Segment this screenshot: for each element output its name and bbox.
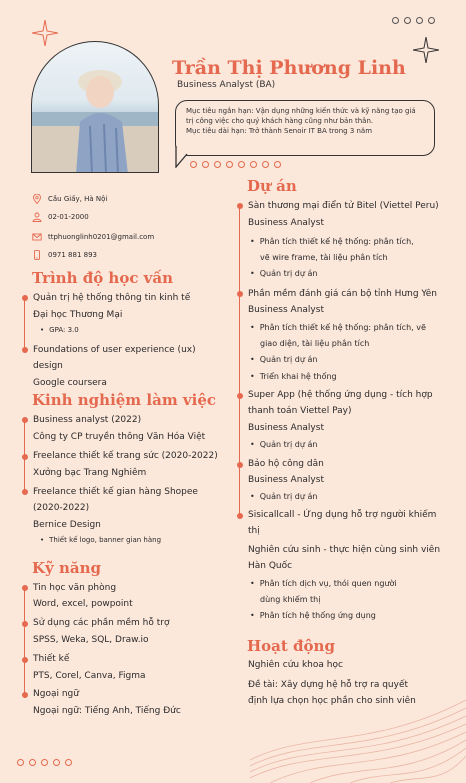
timeline-dot xyxy=(22,417,28,423)
person-icon xyxy=(32,212,42,222)
timeline-dot xyxy=(22,585,28,591)
contact-dob: 02-01-2000 xyxy=(48,213,89,221)
experience-3-title-cont: (2020-2022) xyxy=(33,503,90,513)
experience-3-bullet: • Thiết kế logo, banner gian hàng xyxy=(40,534,161,546)
timeline-dot xyxy=(237,203,243,209)
timeline-line xyxy=(24,300,25,352)
project-2-bullet-3: • Triển khai hệ thống xyxy=(250,369,337,384)
career-goals-bubble xyxy=(175,100,435,156)
contact-email[interactable]: ttphuonglinh0201@gmail.com xyxy=(48,233,155,241)
timeline-line xyxy=(239,207,240,517)
activity-line-1: Đề tài: Xây dựng hệ hỗ trợ ra quyết xyxy=(248,680,409,690)
decor-dots xyxy=(392,17,435,24)
timeline-dot xyxy=(22,295,28,301)
skill-2-detail: SPSS, Weka, SQL, Draw.io xyxy=(33,635,149,645)
project-2-title: Phần mềm đánh giá cán bộ tỉnh Hưng Yên xyxy=(248,289,437,299)
activity-title: Nghiên cứu khoa học xyxy=(248,660,343,670)
section-title-skills: Kỹ năng xyxy=(32,559,101,577)
project-1-role: Business Analyst xyxy=(248,218,324,228)
skill-3-detail: PTS, Corel, Canva, Figma xyxy=(33,671,146,681)
education-2-title-cont: design xyxy=(33,361,63,371)
project-5-title-cont: thị xyxy=(248,526,260,536)
education-1-school: Đại học Thương Mại xyxy=(33,310,123,320)
project-2-bullet-1-cont: giao diện, tài liệu phân tích xyxy=(260,339,370,348)
project-2-bullet-2: • Quản trị dự án xyxy=(250,352,317,367)
project-3-role: Business Analyst xyxy=(248,423,324,433)
project-4-bullet-1: • Quản trị dự án xyxy=(250,489,317,504)
project-5-role-cont: Hàn Quốc xyxy=(248,561,293,571)
skill-1-title: Tin học văn phòng xyxy=(33,583,117,593)
education-1-gpa: • GPA: 3.0 xyxy=(40,324,79,336)
skill-1-detail: Word, excel, powpoint xyxy=(33,599,133,609)
project-2-bullet-1: • Phân tích thiết kế hệ thống: phân tích, vẽ xyxy=(250,320,426,335)
education-2-provider: Google coursera xyxy=(33,378,107,388)
bubble-tail xyxy=(175,146,189,168)
timeline-dot xyxy=(22,347,28,353)
section-title-projects: Dự án xyxy=(247,177,297,195)
sparkle-icon xyxy=(413,37,439,63)
experience-2-company: Xưởng bạc Trang Nghiêm xyxy=(33,468,147,478)
timeline-dot xyxy=(237,393,243,399)
section-title-activities: Hoạt động xyxy=(247,637,335,655)
project-1-bullet-1: • Phân tích thiết kế hệ thống: phân tích, xyxy=(250,234,414,249)
project-5-bullet-1: • Phân tích dịch vụ, thói quen người xyxy=(250,576,397,591)
project-5-bullet-2: • Phân tích hệ thống ứng dụng xyxy=(250,608,376,623)
skill-3-title: Thiết kế xyxy=(33,654,70,664)
timeline-dot xyxy=(22,657,28,663)
location-pin-icon xyxy=(32,194,42,204)
project-4-role: Business Analyst xyxy=(248,475,324,485)
timeline-dot xyxy=(22,454,28,460)
project-3-title: Super App (hệ thống ứng dụng - tích hợp xyxy=(248,390,433,400)
project-1-title: Sàn thương mại điển tử Bitel (Viettel Peru) xyxy=(248,201,439,211)
experience-1-company: Công ty CP truyền thông Văn Hóa Việt xyxy=(33,432,206,442)
candidate-name: Trần Thị Phương Linh xyxy=(172,57,406,79)
project-4-title: Bảo hộ công dân xyxy=(248,459,324,469)
contact-phone: 0971 881 893 xyxy=(48,251,97,259)
timeline-dot xyxy=(22,489,28,495)
timeline-line xyxy=(24,588,25,698)
timeline-dot xyxy=(22,621,28,627)
phone-icon xyxy=(32,250,42,260)
experience-3-title: Freelance thiết kế gian hàng Shopee xyxy=(33,487,198,497)
skill-4-detail: Ngoại ngữ: Tiếng Anh, Tiếng Đức xyxy=(33,706,181,716)
skill-4-title: Ngoại ngữ xyxy=(33,689,79,699)
profile-photo xyxy=(31,41,159,173)
section-title-experience: Kinh nghiệm làm việc xyxy=(32,391,217,409)
candidate-role: Business Analyst (BA) xyxy=(177,80,276,90)
decor-dots xyxy=(190,161,281,168)
sparkle-icon xyxy=(32,20,58,46)
project-2-role: Business Analyst xyxy=(248,305,324,315)
skill-2-title: Sử dụng các phần mềm hỗ trợ xyxy=(33,618,170,628)
project-3-title-cont: thanh toán Viettel Pay) xyxy=(248,406,352,416)
mail-icon xyxy=(32,232,42,242)
timeline-dot xyxy=(237,462,243,468)
activity-line-2: định lựa chọn học phần cho sinh viên xyxy=(248,696,416,706)
section-title-education: Trình độ học vấn xyxy=(32,269,174,287)
contact-address: Cầu Giấy, Hà Nội xyxy=(48,195,108,203)
education-2-title: Foundations of user experience (ux) xyxy=(33,345,196,355)
goal-long: Mục tiêu dài hạn: Trở thành Senoir IT BA trong 3 năm xyxy=(186,127,373,135)
project-3-bullet-1: • Quản trị dự án xyxy=(250,437,317,452)
experience-2-title: Freelance thiết kế trang sức (2020-2022) xyxy=(33,451,218,461)
experience-1-title: Business analyst (2022) xyxy=(33,415,142,425)
timeline-dot xyxy=(22,692,28,698)
project-5-role: Nghiên cứu sinh - thực hiện cùng sinh viên xyxy=(248,545,441,555)
goal-short: Mục tiêu ngắn hạn: Vận dụng những kiến thức và kỹ năng tạo giá trị công việc cho quý khách hàng cũng như bản thân. xyxy=(186,107,416,125)
experience-3-company: Bernice Design xyxy=(33,520,101,530)
project-1-bullet-1-cont: vẽ wire frame, tài liệu phân tích xyxy=(260,253,388,262)
project-1-bullet-2: • Quản trị dự án xyxy=(250,266,317,281)
project-5-title: Sisicallcall - Ứng dụng hỗ trợ người khiếm xyxy=(248,510,437,520)
timeline-dot xyxy=(237,513,243,519)
timeline-dot xyxy=(237,291,243,297)
project-5-bullet-1-cont: dùng khiếm thị xyxy=(260,595,321,604)
education-1-title: Quản trị hệ thống thông tin kinh tế xyxy=(33,293,191,303)
decor-dots xyxy=(17,759,72,766)
decor-waves xyxy=(250,640,466,783)
